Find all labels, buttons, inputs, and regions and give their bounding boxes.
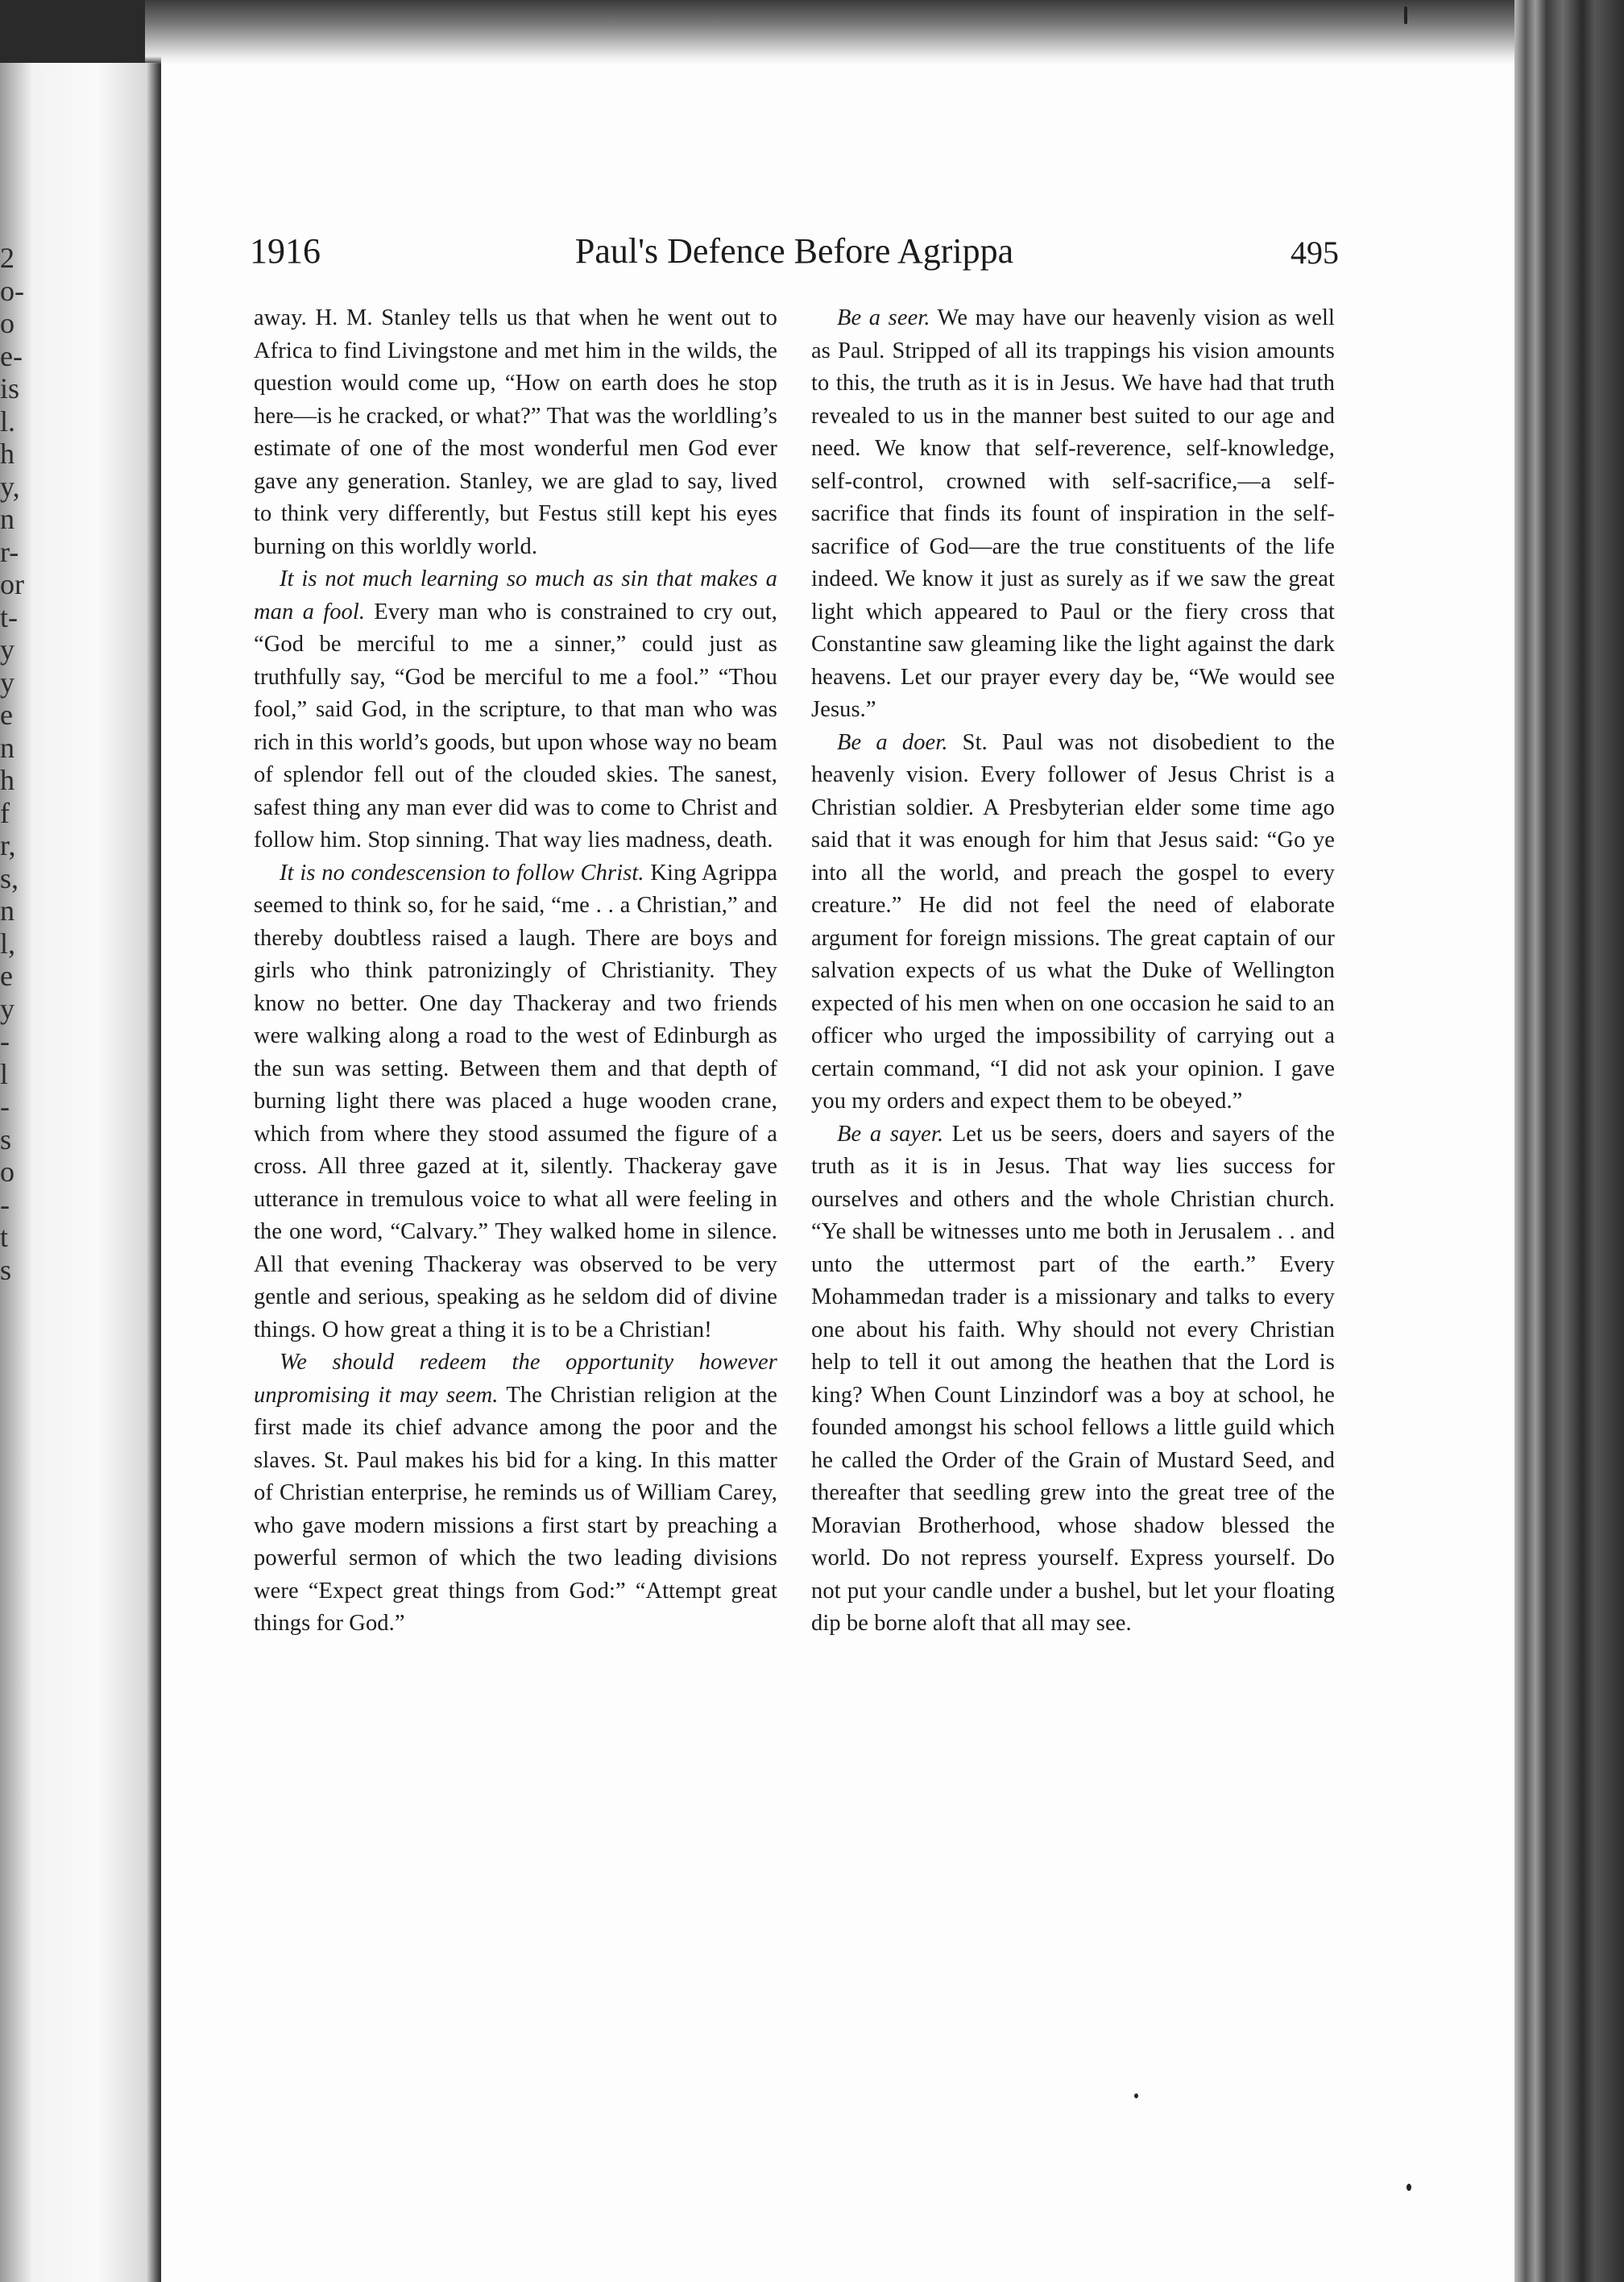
paragraph-body: St. Paul was not disobedient to the heavenly vision. Every follower of Jesus Christ is a Christian soldier. A Presbyterian elder some time ago said that it was enough for him that Jesus said: “Go ye into all the world, and preach the gospel to every creature.” He did not feel the need of elaborate argument for foreign missions. The great captain of our salvation expects of us what the Duke of Wellington expected of his men when on one occasion he said to an officer who urged the impossibility of carrying out a certain command, “I did not ask your opinion. I gave you my orders and expect them to be obeyed.” — [811, 729, 1335, 1114]
scan-shadow-top-left — [0, 0, 161, 63]
facing-page-text-fragments — [0, 242, 24, 1286]
book-edge-right — [1514, 0, 1624, 2282]
header-title: Paul's Defence Before Agrippa — [574, 231, 1014, 271]
scan-shadow-top — [145, 0, 1514, 64]
margin-fragment: l. — [0, 405, 16, 438]
margin-fragment: y — [0, 992, 14, 1025]
paragraph-lead: We should redeem the opportunity however unpromising it may seem. — [254, 1350, 777, 1408]
paragraph-lead: Be a seer. — [837, 305, 930, 330]
margin-fragment: y — [0, 666, 14, 699]
scan-speck — [1134, 2093, 1138, 2098]
margin-fragment: s — [0, 1253, 12, 1286]
paragraph-body: Let us be seers, doers and sayers of the truth as it is in Jesus. That way lies success for ourselves and others and the whole Christian church. “Ye shall be witnesses unto me both in Jerusalem . . and unto the uttermost part of the earth.” Every Mohammedan trader is a missionary and talks to every one about his faith. Why should not every Christian help to tell it out among the heathen that the Lord is king? When Count Linzindorf was a boy at school, he founded amongst his school fellows a little guild which he called the Order of the Grain of Mustard Seed, and thereafter that seedling grew into the great tree of the Moravian Brotherhood, whose shadow blessed the world. Do not repress yourself. Express yourself. Do not put your candle under a bushel, but let your floating dip be borne aloft that all may see. — [811, 1121, 1336, 1636]
paragraph — [811, 1118, 1335, 1641]
margin-fragment: - — [0, 1188, 10, 1221]
paragraph-lead: Be a doer. — [837, 729, 948, 755]
margin-fragment: - — [0, 1025, 10, 1057]
scan-speck — [1406, 2184, 1411, 2191]
margin-fragment: or — [0, 568, 24, 600]
paragraph-lead: Be a sayer. — [837, 1121, 944, 1147]
margin-fragment: r- — [0, 535, 19, 568]
paragraph-body: away. H. M. Stanley tells us that when he went out to Africa to find Livingstone and met him in the wilds, the question would come up, “How on earth does he stop here—is he cracked, or what?” That was the worldling’s estimate of one of the most wonderful men God ever gave any generation. Stanley, we are glad to say, lived to think very differently, but Festus still kept his eyes burning on this worldly world. — [254, 305, 777, 559]
margin-fragment: s, — [0, 861, 19, 894]
paragraph — [254, 1346, 777, 1641]
margin-fragment: h — [0, 764, 14, 796]
scan-speck — [1404, 6, 1407, 24]
paragraph-body: We may have our heavenly vision as well as Paul. Stripped of all its trappings his vision amounts to this, the truth as it is in Jesus. We have had that truth revealed to us in the manner best suited to our age and need. We know that self-reverence, self-knowledge, self-control, crowned with self-sacrifice,—a self-sacrifice that finds its fount of inspiration in the self-sacrifice of God—are the true constituents of the life indeed. We know it just as surely as if we saw the great light which appeared to Paul or the fiery cross that Constantine saw gleaming like the light against the dark heavens. Let our prayer every day be, “We would see Jesus.” — [811, 305, 1335, 722]
paragraph — [811, 302, 1335, 727]
right-text-column — [811, 302, 1335, 1641]
header-year: 1916 — [250, 231, 321, 271]
margin-fragment: l, — [0, 927, 16, 960]
paragraph-lead: It is no condescension to follow Christ. — [280, 860, 644, 886]
paragraph — [254, 857, 777, 1347]
margin-fragment: o- — [0, 274, 24, 307]
margin-fragment: s — [0, 1122, 12, 1156]
margin-fragment: - — [0, 1090, 10, 1122]
margin-fragment: e- — [0, 339, 23, 372]
margin-fragment: o — [0, 307, 14, 339]
paragraph-body: The Christian religion at the first made its chief advance among the poor and the slaves. St. Paul makes his bid for a king. In this matter of Christian enterprise, he reminds us of William Carey, who gave modern missions a first start by preaching a powerful sermon of which the two leading divisions were “Expect great things from God:” “Attempt great things for God.” — [254, 1382, 777, 1636]
margin-fragment: 2 — [0, 242, 14, 274]
margin-fragment: r, — [0, 829, 16, 861]
margin-fragment: h — [0, 438, 14, 470]
margin-fragment: n — [0, 731, 14, 764]
paragraph — [254, 302, 777, 563]
margin-fragment: n — [0, 894, 14, 927]
paragraph — [254, 563, 777, 857]
page-number: 495 — [1290, 234, 1339, 271]
margin-fragment: e — [0, 699, 13, 731]
margin-fragment: is — [0, 372, 20, 405]
margin-fragment: e — [0, 960, 13, 992]
facing-page-edge — [0, 0, 161, 2282]
margin-fragment: y, — [0, 470, 20, 503]
margin-fragment: y — [0, 633, 14, 666]
margin-fragment: o — [0, 1156, 14, 1188]
margin-fragment: n — [0, 503, 14, 535]
margin-fragment: t- — [0, 600, 18, 633]
margin-fragment: f — [0, 796, 10, 829]
running-header — [250, 230, 1339, 279]
paragraph-lead: It is not much learning so much as sin that makes a man a fool. — [254, 566, 777, 624]
left-text-column — [254, 302, 777, 1641]
margin-fragment: l — [0, 1057, 9, 1090]
margin-fragment: t — [0, 1221, 9, 1253]
paragraph-body: Every man who is constrained to cry out, “God be merciful to me a sinner,” could just as truthfully say, “God be merciful to me a fool.” “Thou fool,” said God, in the scripture, to that man who was rich in this world’s goods, but upon whose way no beam of splendor fell out of the clouded skies. The sanest, safest thing any man ever did was to come to Christ and follow him. Stop sinning. That way lies madness, death. — [254, 599, 777, 853]
paragraph — [811, 727, 1335, 1118]
paragraph-body: King Agrippa seemed to think so, for he said, “me . . a Christian,” and thereby doubtless raised a laugh. There are boys and girls who think patronizingly of Christianity. They know no better. One day Thackeray and two friends were walking along a road to the west of Edinburgh as the sun was setting. Between them and that depth of burning light there was placed a huge wooden crane, which from where they stood assumed the figure of a cross. All three gazed at it, silently. Thackeray gave utterance in tremulous voice to what all were feeling in the one word, “Calvary.” They walked home in silence. All that evening Thackeray was observed to be very gentle and serious, speaking as he seldom did of divine things. O how great a thing it is to be a Christian! — [254, 860, 778, 1342]
